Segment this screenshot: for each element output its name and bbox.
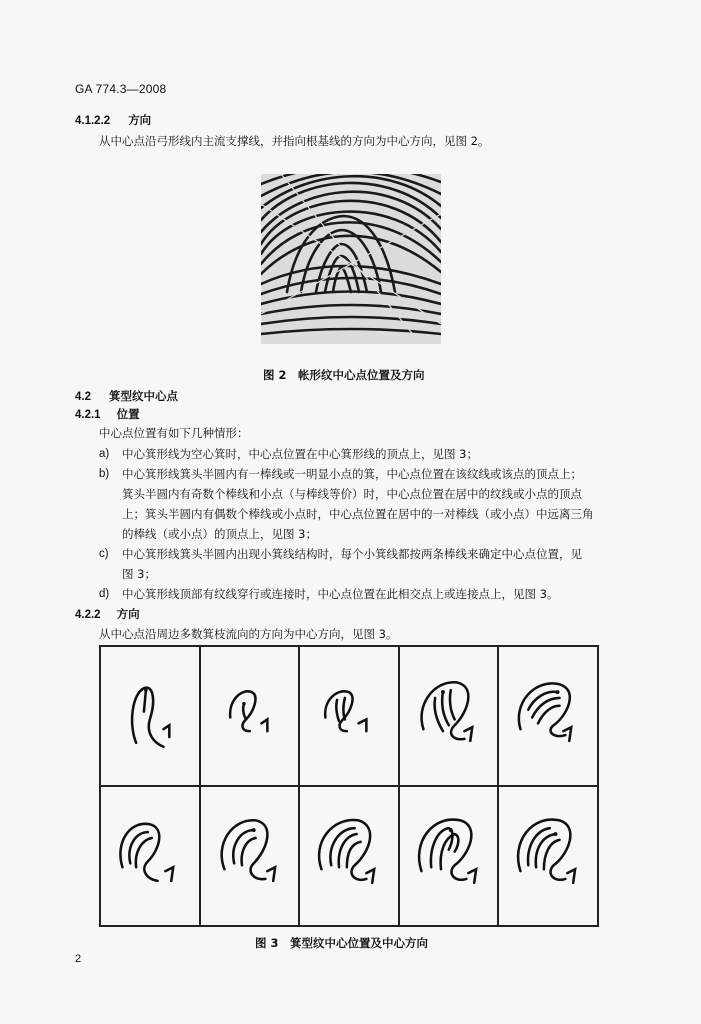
section-number: 4.2 xyxy=(75,391,91,403)
loop-diagram-cell xyxy=(498,786,598,926)
loop-drawing xyxy=(499,647,597,785)
loop-diagram-cell xyxy=(498,646,598,786)
fingerprint-image xyxy=(261,174,441,344)
list-marker: a) xyxy=(99,448,110,460)
loop-diagram-cell xyxy=(200,646,300,786)
loop-drawing xyxy=(499,787,597,925)
list-marker: b) xyxy=(99,468,110,480)
loop-diagram-cell xyxy=(100,646,200,786)
list-item-text: 中心箕形线箕头半圆内出现小箕线结构时，每个小箕线都按两条棒线来确定中心点位置，见 xyxy=(122,547,582,561)
loop-drawing xyxy=(300,647,398,785)
loop-drawing xyxy=(201,647,299,785)
loop-diagram-cell xyxy=(299,646,399,786)
section-heading-4-1-2-2 xyxy=(75,112,151,129)
document-header: GA 774.3—2008 xyxy=(75,82,167,96)
list-item-text: 上；箕头半圆内有偶数个棒线或小点时，中心点位置在居中的一对棒线（或小点）中远离三角 xyxy=(122,507,594,521)
list-item-text: 的棒线（或小点）的顶点上，见图 3； xyxy=(122,527,317,541)
list-item-text: 中心箕形线顶部有纹线穿行或连接时，中心点位置在此相交点上或连接点上，见图 3。 xyxy=(122,587,559,601)
section-heading-4-2-1 xyxy=(75,406,140,423)
list-marker: d) xyxy=(99,588,110,600)
list-item-text: 中心箕形线箕头半圆内有一棒线或一明显小点的箕，中心点位置在该纹线或该点的顶点上； xyxy=(122,467,582,481)
loop-drawing xyxy=(300,787,398,925)
section-title: 方向 xyxy=(116,607,140,621)
loop-drawing xyxy=(101,787,199,925)
section-heading-4-2 xyxy=(75,388,178,405)
loop-drawing xyxy=(400,787,498,925)
paragraph: 从中心点沿周边多数箕枝流向的方向为中心方向，见图 3。 xyxy=(99,627,398,641)
loop-diagram-cell xyxy=(299,786,399,926)
section-title: 方向 xyxy=(128,113,152,127)
figure-3-caption: 图 3 箕型纹中心位置及中心方向 xyxy=(255,936,429,950)
fingerprint-image-svg xyxy=(261,174,441,344)
paragraph: 中心点位置有如下几种情形： xyxy=(99,426,249,440)
figure-2-caption: 图 2 帐形纹中心点位置及方向 xyxy=(263,368,425,382)
list-item-text: 箕头半圆内有奇数个棒线和小点（与棒线等价）时，中心点位置在居中的纹线或小点的顶点 xyxy=(122,487,582,501)
list-item-text: 图 3； xyxy=(122,567,156,581)
section-heading-4-2-2 xyxy=(75,606,140,623)
page-number: 2 xyxy=(75,953,82,965)
loop-diagram-cell xyxy=(200,786,300,926)
section-number: 4.2.1 xyxy=(75,409,101,421)
loop-diagram-cell xyxy=(100,786,200,926)
loop-drawing xyxy=(201,787,299,925)
loop-drawing xyxy=(101,647,199,785)
loop-diagram-cell xyxy=(399,786,499,926)
paragraph: 从中心点沿弓形线内主流支撑线，并指向根基线的方向为中心方向，见图 2。 xyxy=(99,134,490,148)
section-number: 4.1.2.2 xyxy=(75,115,111,127)
loop-diagram-cell xyxy=(399,646,499,786)
loop-drawing xyxy=(400,647,498,785)
section-number: 4.2.2 xyxy=(75,609,101,621)
section-title: 箕型纹中心点 xyxy=(109,389,179,403)
list-item-text: 中心箕形线为空心箕时，中心点位置在中心箕形线的顶点上，见图 3； xyxy=(122,447,478,461)
section-title: 位置 xyxy=(116,407,140,421)
list-marker: c) xyxy=(99,548,109,560)
figure-3-grid xyxy=(99,645,599,927)
